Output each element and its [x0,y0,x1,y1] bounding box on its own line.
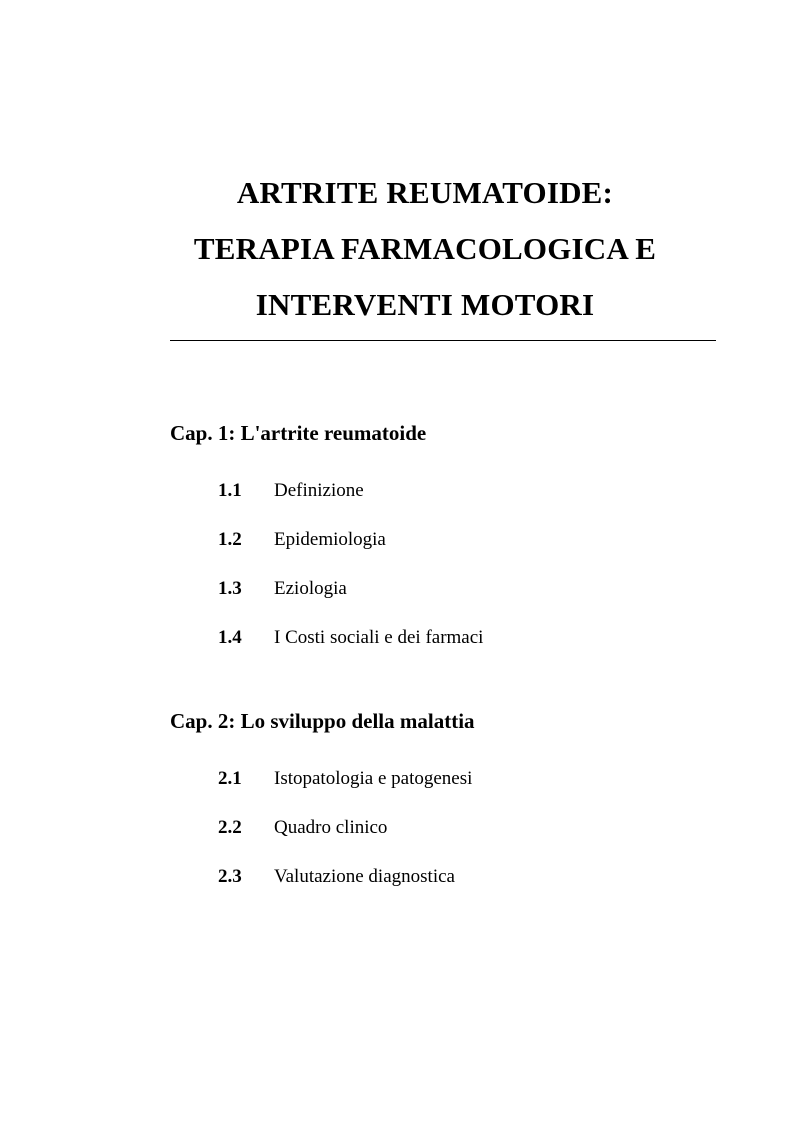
section-entry [170,766,475,815]
section-label: Istopatologia e patogenesi [274,768,473,789]
chapter-title: Cap. 2: Lo sviluppo della malattia [170,709,475,733]
document-title [170,165,680,333]
section-entry [170,527,426,576]
section-number: 1.4 [218,627,242,648]
section-number: 2.3 [218,866,242,887]
section-label: Definizione [274,480,364,501]
title-line-2: TERAPIA FARMACOLOGICA E [193,231,657,266]
section-number: 1.1 [218,480,242,501]
section-entry [170,815,475,864]
section-label: Quadro clinico [274,817,388,838]
title-divider [170,340,716,341]
section-entry [170,478,426,527]
title-line-3: INTERVENTI MOTORI [255,287,595,322]
section-label: I Costi sociali e dei farmaci [274,627,484,648]
title-line-1: ARTRITE REUMATOIDE: [236,175,614,210]
section-label: Epidemiologia [274,529,386,550]
section-label: Eziologia [274,578,347,599]
section-number: 2.1 [218,768,242,789]
section-label: Valutazione diagnostica [274,866,455,887]
section-entry [170,625,484,674]
section-entry [170,864,475,913]
section-number: 1.3 [218,578,242,599]
section-entry [170,576,426,625]
chapter-title: Cap. 1: L'artrite reumatoide [170,421,427,445]
chapter-1 [170,418,484,674]
section-list [170,478,484,674]
chapter-2 [170,706,475,913]
section-number: 2.2 [218,817,242,838]
section-list [170,766,475,913]
section-number: 1.2 [218,529,242,550]
